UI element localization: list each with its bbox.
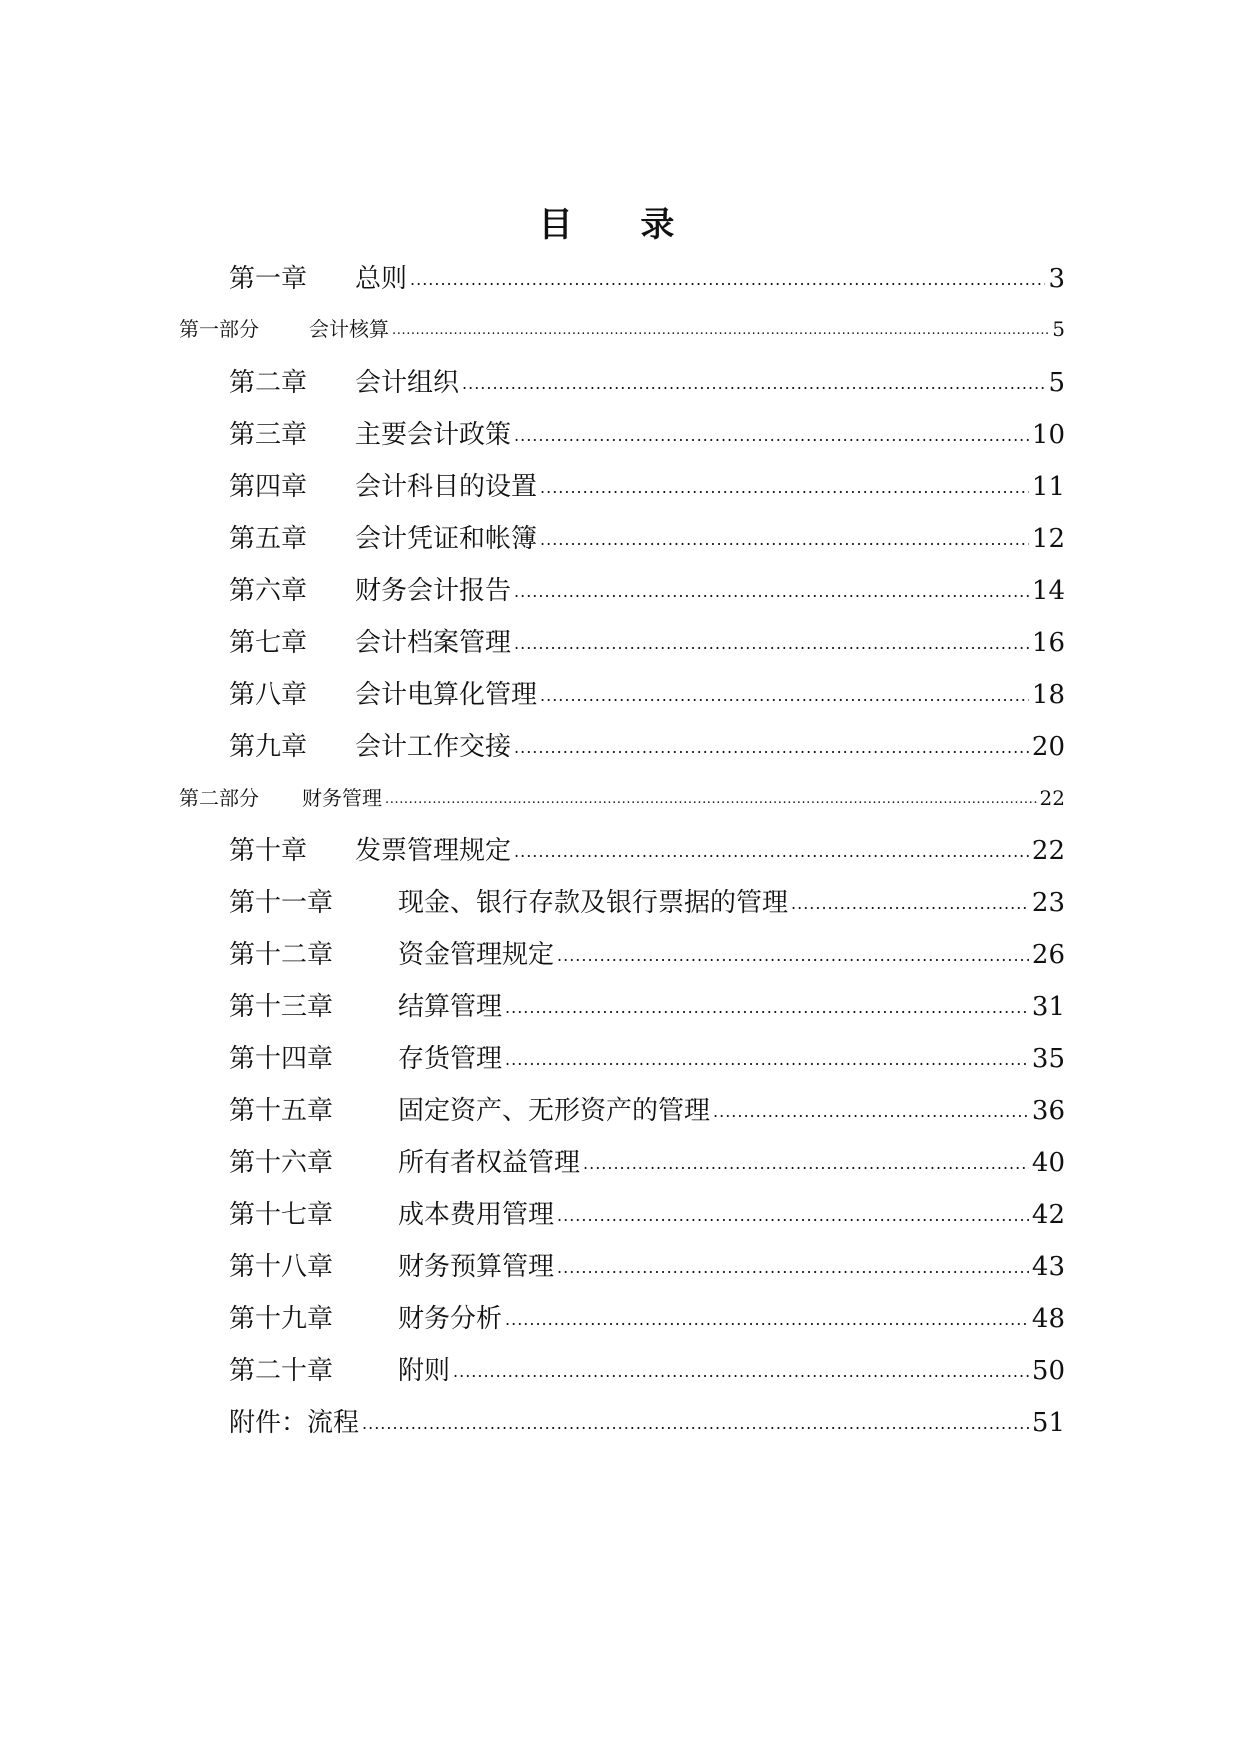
toc-leader-dots (514, 728, 1029, 765)
toc-leader-dots (514, 624, 1029, 661)
toc-entry-page: 42 (1031, 1200, 1065, 1230)
toc-entry-page: 35 (1031, 1044, 1065, 1074)
toc-entry-title: 存货管理 (398, 1044, 503, 1074)
toc-part-entry[interactable] (179, 315, 1065, 343)
toc-entry-title: 财务管理 (302, 786, 382, 810)
toc-entry[interactable] (229, 730, 1065, 764)
toc-entry-title: 财务预算管理 (398, 1252, 555, 1282)
toc-leader-dots (540, 520, 1029, 557)
toc-entry[interactable] (229, 1302, 1065, 1336)
toc-entry-title: 会计工作交接 (355, 732, 512, 762)
toc-entry-number: 第十八章 (229, 1252, 334, 1282)
toc-entry[interactable] (229, 886, 1065, 920)
toc-entry-page: 12 (1031, 524, 1065, 554)
toc-entry-page: 26 (1031, 940, 1065, 970)
toc-entry[interactable] (229, 470, 1065, 504)
toc-entry-number: 第十九章 (229, 1304, 334, 1334)
toc-entry-title: 所有者权益管理 (398, 1148, 581, 1178)
toc-entry-page: 11 (1031, 472, 1065, 502)
toc-entry-number: 第十三章 (229, 992, 334, 1022)
toc-entry-title: 现金、银行存款及银行票据的管理 (398, 888, 789, 918)
toc-entry[interactable] (229, 262, 1065, 296)
toc-entry-number: 第十四章 (229, 1044, 334, 1074)
toc-entry-title: 会计电算化管理 (355, 680, 538, 710)
toc-leader-dots (540, 468, 1029, 505)
toc-entry[interactable] (229, 418, 1065, 452)
toc-entry-title: 会计凭证和帐簿 (355, 524, 538, 554)
toc-leader-dots (385, 782, 1037, 814)
toc-entry-number: 第二十章 (229, 1356, 334, 1386)
toc-entry-page: 31 (1031, 992, 1065, 1022)
toc-leader-dots (392, 313, 1049, 345)
toc-entry[interactable] (229, 1094, 1065, 1128)
toc-entry[interactable] (229, 626, 1065, 660)
toc-entry-title: 会计组织 (355, 368, 460, 398)
toc-leader-dots (583, 1144, 1029, 1181)
toc-entry-title: 固定资产、无形资产的管理 (398, 1096, 711, 1126)
toc-leader-dots (505, 1300, 1029, 1337)
toc-entry-number: 第八章 (229, 680, 308, 710)
toc-entry-page: 40 (1031, 1148, 1065, 1178)
toc-entry-title: 发票管理规定 (355, 836, 512, 866)
toc-entry-number: 第七章 (229, 628, 308, 658)
toc-leader-dots (362, 1404, 1029, 1441)
toc-entry-page: 51 (1031, 1408, 1065, 1438)
toc-entry-number: 第三章 (229, 420, 308, 450)
toc-entry-title: 会计核算 (309, 317, 389, 341)
toc-entry-title: 会计档案管理 (355, 628, 512, 658)
toc-entry-title: 成本费用管理 (398, 1200, 555, 1230)
toc-entry-number: 第十二章 (229, 940, 334, 970)
toc-entry-title: 总则 (355, 264, 408, 294)
toc-part-entry[interactable] (179, 784, 1065, 812)
toc-title: 目 录 (538, 205, 703, 245)
toc-entry[interactable] (229, 522, 1065, 556)
toc-entry[interactable] (229, 938, 1065, 972)
toc-entry-number: 第十七章 (229, 1200, 334, 1230)
toc-entry-title: 财务分析 (398, 1304, 503, 1334)
toc-entry-page: 50 (1031, 1356, 1065, 1386)
toc-leader-dots (410, 260, 1045, 297)
toc-entry-title: 附则 (398, 1356, 451, 1386)
toc-entry-number: 第四章 (229, 472, 308, 502)
toc-leader-dots (453, 1352, 1029, 1389)
toc-leader-dots (713, 1092, 1029, 1129)
toc-entry[interactable] (229, 834, 1065, 868)
toc-entry[interactable] (229, 1250, 1065, 1284)
toc-leader-dots (557, 1248, 1029, 1285)
toc-entry-number: 第二部分 (179, 786, 259, 810)
toc-entry-title: 主要会计政策 (355, 420, 512, 450)
toc-entry-number: 第九章 (229, 732, 308, 762)
toc-entry-title: 资金管理规定 (398, 940, 555, 970)
toc-entry-number: 第一章 (229, 264, 308, 294)
toc-entry-page: 22 (1039, 786, 1065, 810)
toc-entry[interactable] (229, 1406, 1065, 1440)
toc-entry-page: 22 (1031, 836, 1065, 866)
toc-leader-dots (462, 364, 1045, 401)
toc-leader-dots (557, 1196, 1029, 1233)
toc-entry-page: 5 (1048, 368, 1065, 398)
toc-entry-title: 附件：流程 (229, 1408, 360, 1438)
toc-entry-page: 20 (1031, 732, 1065, 762)
toc-entry-number: 第六章 (229, 576, 308, 606)
toc-entry[interactable] (229, 678, 1065, 712)
toc-entry-page: 36 (1031, 1096, 1065, 1126)
toc-entry[interactable] (229, 574, 1065, 608)
toc-leader-dots (514, 832, 1029, 869)
toc-entry-number: 第十五章 (229, 1096, 334, 1126)
toc-entry-title: 结算管理 (398, 992, 503, 1022)
toc-leader-dots (505, 1040, 1029, 1077)
toc-entry-number: 第二章 (229, 368, 308, 398)
toc-entry-page: 5 (1052, 317, 1065, 341)
toc-leader-dots (505, 988, 1029, 1025)
toc-entry-number: 第十一章 (229, 888, 334, 918)
toc-entry-page: 3 (1048, 264, 1065, 294)
toc-entry-page: 14 (1031, 576, 1065, 606)
toc-entry[interactable] (229, 1198, 1065, 1232)
toc-entry[interactable] (229, 1146, 1065, 1180)
toc-entry-number: 第十章 (229, 836, 308, 866)
toc-entry-title: 财务会计报告 (355, 576, 512, 606)
toc-entry[interactable] (229, 1042, 1065, 1076)
toc-leader-dots (791, 884, 1029, 921)
toc-entry-title: 会计科目的设置 (355, 472, 538, 502)
toc-entry-number: 第十六章 (229, 1148, 334, 1178)
toc-entry-page: 10 (1031, 420, 1065, 450)
toc-entry-page: 16 (1031, 628, 1065, 658)
toc-entry-number: 第五章 (229, 524, 308, 554)
toc-leader-dots (557, 936, 1029, 973)
toc-leader-dots (514, 416, 1029, 453)
toc-entry-page: 48 (1031, 1304, 1065, 1334)
toc-entry-page: 43 (1031, 1252, 1065, 1282)
toc-entry[interactable] (229, 990, 1065, 1024)
toc-entry-page: 18 (1031, 680, 1065, 710)
toc-leader-dots (514, 572, 1029, 609)
toc-entry-page: 23 (1031, 888, 1065, 918)
toc-leader-dots (540, 676, 1029, 713)
toc-entry[interactable] (229, 1354, 1065, 1388)
toc-entry-number: 第一部分 (179, 317, 259, 341)
toc-entry[interactable] (229, 366, 1065, 400)
